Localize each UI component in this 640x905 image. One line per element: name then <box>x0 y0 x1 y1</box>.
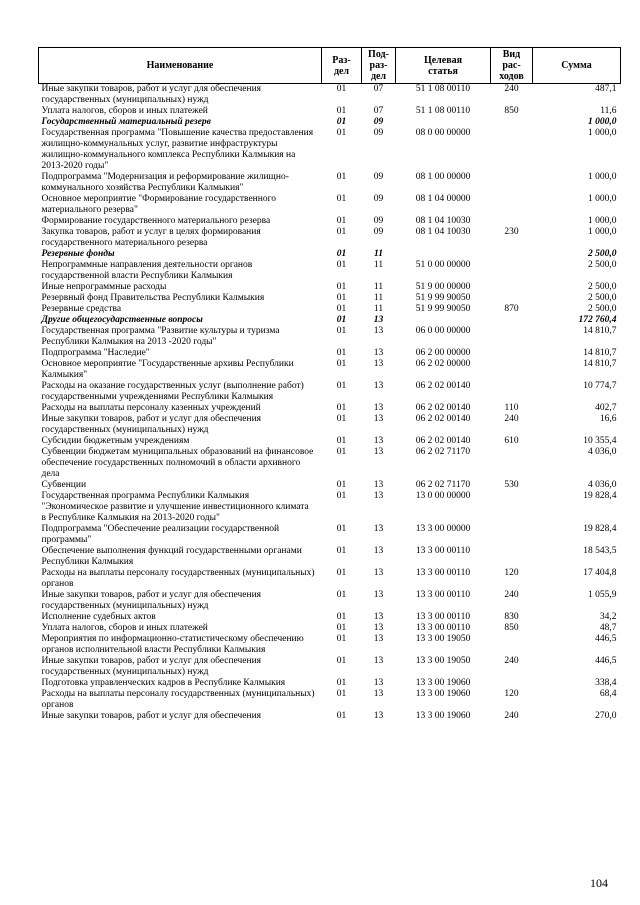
row-razdel: 01 <box>336 590 347 600</box>
row-razdel: 01 <box>336 568 347 578</box>
row-name: Иные закупки товаров, работ и услуг для обеспечения <box>41 711 262 721</box>
row-target-article: 13 3 00 00110 <box>415 590 471 600</box>
row-target-article: 51 9 00 00000 <box>415 282 471 292</box>
row-target-article: 08 1 04 00000 <box>415 194 471 204</box>
row-podrazdel: 13 <box>373 414 384 424</box>
budget-table <box>38 47 621 722</box>
table-row <box>39 194 621 216</box>
row-target-article: 08 1 04 10030 <box>415 227 471 237</box>
table-row <box>39 260 621 282</box>
table-header-row <box>39 48 621 84</box>
row-podrazdel: 13 <box>373 381 384 391</box>
row-expense-type: 120 <box>504 568 519 578</box>
header-sum: Сумма <box>533 48 621 84</box>
row-expense-type <box>491 216 533 227</box>
row-name: Государственный материальный резерв <box>41 117 211 127</box>
row-name: Иные закупки товаров, работ и услуг для обеспечения государственных (муниципальных) нужд <box>41 590 262 611</box>
row-name: Формирование государственного материального резерва <box>41 216 271 226</box>
row-podrazdel: 13 <box>373 447 384 457</box>
row-razdel: 01 <box>336 315 347 325</box>
row-expense-type <box>491 249 533 260</box>
row-razdel: 01 <box>336 414 347 424</box>
row-sum: 172 760,4 <box>578 315 617 325</box>
row-name: Резервный фонд Правительства Республики Калмыкия <box>41 293 265 303</box>
row-expense-type <box>491 326 533 348</box>
table-row <box>39 590 621 612</box>
row-razdel: 01 <box>336 634 347 644</box>
row-sum: 17 404,8 <box>583 568 617 578</box>
row-target-article: 06 2 02 71170 <box>415 480 471 490</box>
row-name: Расходы на выплаты персоналу государственных (муниципальных) органов <box>41 568 315 589</box>
row-target-article: 08 0 00 00000 <box>415 128 471 138</box>
table-row <box>39 348 621 359</box>
row-razdel: 01 <box>336 480 347 490</box>
row-razdel: 01 <box>336 260 347 270</box>
row-sum: 487,1 <box>595 84 617 94</box>
table-row <box>39 293 621 304</box>
row-expense-type: 830 <box>504 612 519 622</box>
header-razdel: Раз- дел <box>322 48 362 84</box>
row-target-article: 13 3 00 00110 <box>415 623 471 633</box>
row-name: Государственная программа "Повышение качества предоставления жилищно-коммунальных услуг, развитие инфраструктуры жилищно-коммунального комплекса Республики Калмыкия на 2013-2020 годы" <box>41 128 314 171</box>
row-name: Государственная программа Республики Калмыкия "Экономическое развитие и улучшение инвестиционного климата в Республике Калмыкия на 2013-2020 годы" <box>41 491 309 523</box>
row-expense-type <box>491 359 533 381</box>
row-razdel: 01 <box>336 194 347 204</box>
row-podrazdel: 13 <box>373 546 384 556</box>
row-target-article: 13 3 00 00110 <box>415 568 471 578</box>
row-sum: 4 036,0 <box>588 480 617 490</box>
header-name: Наименование <box>39 48 322 84</box>
row-name: Непрограммные направления деятельности органов государственной власти Республики Калмыкия <box>41 260 253 281</box>
table-row <box>39 656 621 678</box>
row-expense-type <box>491 117 533 128</box>
row-expense-type <box>491 381 533 403</box>
row-target-article: 51 1 08 00110 <box>415 106 471 116</box>
row-razdel: 01 <box>336 491 347 501</box>
row-target-article: 13 3 00 00110 <box>415 612 471 622</box>
row-name: Субвенции <box>41 480 87 490</box>
row-sum: 68,4 <box>599 689 617 699</box>
table-row <box>39 447 621 480</box>
row-sum: 18 543,5 <box>583 546 617 556</box>
row-target-article: 13 3 00 00000 <box>415 524 471 534</box>
row-sum: 1 000,0 <box>588 216 617 226</box>
row-name: Иные закупки товаров, работ и услуг для обеспечения государственных (муниципальных) нужд <box>41 656 262 677</box>
row-target-article: 06 2 02 00140 <box>415 403 471 413</box>
row-razdel: 01 <box>336 359 347 369</box>
table-row <box>39 678 621 689</box>
row-expense-type <box>491 282 533 293</box>
table-row <box>39 403 621 414</box>
page-number: 104 <box>590 876 608 890</box>
row-razdel: 01 <box>336 106 347 116</box>
row-podrazdel: 13 <box>373 568 384 578</box>
row-sum: 14 810,7 <box>583 348 617 358</box>
row-razdel: 01 <box>336 117 347 127</box>
table-row <box>39 711 621 722</box>
row-target-article: 08 1 04 10030 <box>415 216 471 226</box>
table-row <box>39 689 621 711</box>
row-sum: 16,6 <box>599 414 617 424</box>
row-podrazdel: 13 <box>373 612 384 622</box>
row-target-article: 13 3 00 19060 <box>415 689 471 699</box>
row-sum: 1 000,0 <box>588 117 617 127</box>
row-expense-type: 240 <box>504 414 519 424</box>
row-sum: 2 500,0 <box>588 249 617 259</box>
row-target-article: 08 1 00 00000 <box>415 172 471 182</box>
row-razdel: 01 <box>336 172 347 182</box>
row-podrazdel: 09 <box>373 172 384 182</box>
row-name: Уплата налогов, сборов и иных платежей <box>41 623 208 633</box>
row-razdel: 01 <box>336 227 347 237</box>
row-sum: 14 810,7 <box>583 326 617 336</box>
row-sum: 2 500,0 <box>588 304 617 314</box>
row-expense-type: 530 <box>504 480 519 490</box>
table-row <box>39 568 621 590</box>
row-name: Резервные средства <box>41 304 122 314</box>
table-row <box>39 216 621 227</box>
row-sum: 1 000,0 <box>588 128 617 138</box>
row-sum: 270,0 <box>595 711 617 721</box>
table-row <box>39 172 621 194</box>
row-razdel: 01 <box>336 304 347 314</box>
row-target-article: 06 2 02 00140 <box>415 381 471 391</box>
table-row <box>39 491 621 524</box>
row-podrazdel: 13 <box>373 480 384 490</box>
row-podrazdel: 11 <box>374 249 383 259</box>
row-name: Основное мероприятие "Формирование государственного материального резерва" <box>41 194 276 215</box>
row-razdel: 01 <box>336 711 347 721</box>
row-razdel: 01 <box>336 326 347 336</box>
row-target-article: 13 3 00 19050 <box>415 656 471 666</box>
row-podrazdel: 09 <box>373 227 384 237</box>
table-row <box>39 315 621 326</box>
row-podrazdel: 13 <box>373 711 384 721</box>
row-target-article: 13 0 00 00000 <box>415 491 471 501</box>
row-expense-type: 610 <box>504 436 519 446</box>
row-razdel: 01 <box>336 436 347 446</box>
row-target-article: 13 3 00 19060 <box>415 711 471 721</box>
row-razdel: 01 <box>336 678 347 688</box>
row-name: Государственная программа "Развитие культуры и туризма Республики Калмыкия на 2013 -2020 годы" <box>41 326 280 347</box>
header-target-article: Целевая статья <box>396 48 491 84</box>
row-podrazdel: 13 <box>373 491 384 501</box>
row-podrazdel: 09 <box>373 194 384 204</box>
row-name: Иные закупки товаров, работ и услуг для обеспечения государственных (муниципальных) нужд <box>41 414 262 435</box>
table-row <box>39 359 621 381</box>
row-podrazdel: 13 <box>373 524 384 534</box>
budget-table-page <box>38 47 620 722</box>
table-row <box>39 326 621 348</box>
row-target-article: 06 2 02 00000 <box>415 359 471 369</box>
row-razdel: 01 <box>336 524 347 534</box>
row-expense-type <box>491 447 533 480</box>
row-expense-type: 240 <box>504 656 519 666</box>
row-name: Уплата налогов, сборов и иных платежей <box>41 106 208 116</box>
row-sum: 4 036,0 <box>588 447 617 457</box>
row-sum: 2 500,0 <box>588 293 617 303</box>
row-expense-type: 230 <box>504 227 519 237</box>
row-razdel: 01 <box>336 612 347 622</box>
row-expense-type <box>491 128 533 172</box>
row-podrazdel: 09 <box>373 117 384 127</box>
row-target-article <box>396 315 491 326</box>
row-sum: 34,2 <box>599 612 617 622</box>
row-expense-type <box>491 348 533 359</box>
row-target-article: 06 0 00 00000 <box>415 326 471 336</box>
row-name: Резервные фонды <box>41 249 115 259</box>
row-podrazdel: 13 <box>373 623 384 633</box>
table-row <box>39 106 621 117</box>
row-razdel: 01 <box>336 348 347 358</box>
row-target-article: 51 9 99 90050 <box>415 304 471 314</box>
row-podrazdel: 11 <box>373 282 384 292</box>
row-expense-type: 240 <box>504 84 519 94</box>
row-name: Основное мероприятие "Государственные архивы Республики Калмыкия" <box>41 359 294 380</box>
row-target-article: 13 3 00 19050 <box>415 634 471 644</box>
row-expense-type: 120 <box>504 689 519 699</box>
row-expense-type <box>491 293 533 304</box>
row-podrazdel: 11 <box>373 293 384 303</box>
row-expense-type: 850 <box>504 623 519 633</box>
table-row <box>39 612 621 623</box>
row-podrazdel: 11 <box>373 260 384 270</box>
header-expense-type: Вид рас- ходов <box>491 48 533 84</box>
row-sum: 48,7 <box>599 623 617 633</box>
row-razdel: 01 <box>336 546 347 556</box>
row-podrazdel: 13 <box>373 634 384 644</box>
row-sum: 19 828,4 <box>583 491 617 501</box>
row-expense-type <box>491 491 533 524</box>
row-sum: 14 810,7 <box>583 359 617 369</box>
row-name: Другие общегосударственные вопросы <box>41 315 203 325</box>
row-sum: 10 774,7 <box>583 381 617 391</box>
row-podrazdel: 11 <box>373 304 384 314</box>
row-expense-type <box>491 678 533 689</box>
row-sum: 1 000,0 <box>588 194 617 204</box>
table-row <box>39 128 621 172</box>
row-expense-type: 240 <box>504 590 519 600</box>
row-sum: 1 000,0 <box>588 227 617 237</box>
table-row <box>39 623 621 634</box>
row-name: Закупка товаров, работ и услуг в целях формирования государственного материального резерва <box>41 227 261 248</box>
row-name: Расходы на выплаты персоналу государственных (муниципальных) органов <box>41 689 315 710</box>
row-name: Подпрограмма "Наследие" <box>41 348 150 358</box>
table-row <box>39 634 621 656</box>
table-row <box>39 436 621 447</box>
row-expense-type <box>491 634 533 656</box>
row-target-article: 13 3 00 19060 <box>415 678 471 688</box>
table-body <box>39 84 621 723</box>
row-sum: 1 055,9 <box>588 590 617 600</box>
row-expense-type <box>491 194 533 216</box>
row-name: Подпрограмма "Обеспечение реализации государственной программы" <box>41 524 280 545</box>
row-expense-type <box>491 260 533 282</box>
table-row <box>39 381 621 403</box>
table-row <box>39 84 621 107</box>
row-podrazdel: 13 <box>373 656 384 666</box>
row-target-article: 13 3 00 00110 <box>415 546 471 556</box>
row-razdel: 01 <box>336 689 347 699</box>
row-razdel: 01 <box>336 249 347 259</box>
row-razdel: 01 <box>336 216 347 226</box>
row-expense-type <box>491 172 533 194</box>
row-podrazdel: 13 <box>373 326 384 336</box>
row-name: Подготовка управленческих кадров в Республике Калмыкия <box>41 678 286 688</box>
row-podrazdel: 13 <box>373 436 384 446</box>
row-razdel: 01 <box>336 381 347 391</box>
row-sum: 338,4 <box>595 678 617 688</box>
row-target-article: 06 2 02 71170 <box>415 447 471 457</box>
table-row <box>39 249 621 260</box>
row-sum: 446,5 <box>595 656 617 666</box>
row-podrazdel: 13 <box>373 403 384 413</box>
row-podrazdel: 09 <box>373 128 384 138</box>
row-razdel: 01 <box>336 84 347 94</box>
row-name: Обеспечение выполнения функций государственными органами Республики Калмыкия <box>41 546 302 567</box>
table-row <box>39 117 621 128</box>
table-row <box>39 227 621 249</box>
row-podrazdel: 13 <box>373 689 384 699</box>
header-podrazdel: Под- раз- дел <box>362 48 396 84</box>
row-expense-type: 850 <box>504 106 519 116</box>
table-row <box>39 480 621 491</box>
table-row <box>39 304 621 315</box>
row-expense-type: 110 <box>504 403 519 413</box>
row-name: Подпрограмма "Модернизация и реформирование жилищно-коммунального хозяйства Республики Калмыкия" <box>41 172 289 193</box>
row-sum: 446,5 <box>595 634 617 644</box>
row-target-article: 06 2 00 00000 <box>415 348 471 358</box>
table-row <box>39 282 621 293</box>
row-expense-type: 870 <box>504 304 519 314</box>
row-name: Иные закупки товаров, работ и услуг для обеспечения государственных (муниципальных) нужд <box>41 84 262 105</box>
row-podrazdel: 13 <box>373 315 384 325</box>
row-target-article: 06 2 02 00140 <box>415 414 471 424</box>
row-target-article: 06 2 02 00140 <box>415 436 471 446</box>
row-sum: 10 355,4 <box>583 436 617 446</box>
row-target-article <box>396 117 491 128</box>
table-row <box>39 524 621 546</box>
row-sum: 402,7 <box>595 403 617 413</box>
row-razdel: 01 <box>336 447 347 457</box>
table-row <box>39 546 621 568</box>
row-podrazdel: 13 <box>373 359 384 369</box>
row-sum: 2 500,0 <box>588 282 617 292</box>
row-expense-type <box>491 546 533 568</box>
row-expense-type <box>491 524 533 546</box>
row-razdel: 01 <box>336 128 347 138</box>
row-sum: 2 500,0 <box>588 260 617 270</box>
row-name: Иные непрограммные расходы <box>41 282 167 292</box>
row-sum: 1 000,0 <box>588 172 617 182</box>
row-podrazdel: 13 <box>373 348 384 358</box>
row-podrazdel: 13 <box>373 590 384 600</box>
row-podrazdel: 07 <box>373 106 384 116</box>
table-row <box>39 414 621 436</box>
row-name: Расходы на выплаты персоналу казенных учреждений <box>41 403 261 413</box>
row-name: Субвенции бюджетам муниципальных образований на финансовое обеспечение государственных полномочий в области архивного дела <box>41 447 314 479</box>
row-razdel: 01 <box>336 293 347 303</box>
row-target-article: 51 9 99 90050 <box>415 293 471 303</box>
row-name: Мероприятия по информационно-статистическому обеспечению органов исполнительной власти Республики Калмыкия <box>41 634 304 655</box>
row-target-article: 51 0 00 00000 <box>415 260 471 270</box>
row-target-article: 51 1 08 00110 <box>415 84 471 94</box>
row-name: Расходы на оказание государственных услуг (выполнение работ) государственными учреждениями Республики Калмыкия <box>41 381 304 402</box>
row-expense-type: 240 <box>504 711 519 721</box>
row-podrazdel: 07 <box>373 84 384 94</box>
row-razdel: 01 <box>336 403 347 413</box>
row-target-article <box>396 249 491 260</box>
row-sum: 19 828,4 <box>583 524 617 534</box>
row-razdel: 01 <box>336 656 347 666</box>
row-razdel: 01 <box>336 282 347 292</box>
row-podrazdel: 13 <box>373 678 384 688</box>
row-sum: 11,6 <box>600 106 617 116</box>
row-name: Субсидии бюджетным учреждениям <box>41 436 190 446</box>
row-podrazdel: 09 <box>373 216 384 226</box>
row-razdel: 01 <box>336 623 347 633</box>
row-expense-type <box>491 315 533 326</box>
row-name: Исполнение судебных актов <box>41 612 156 622</box>
